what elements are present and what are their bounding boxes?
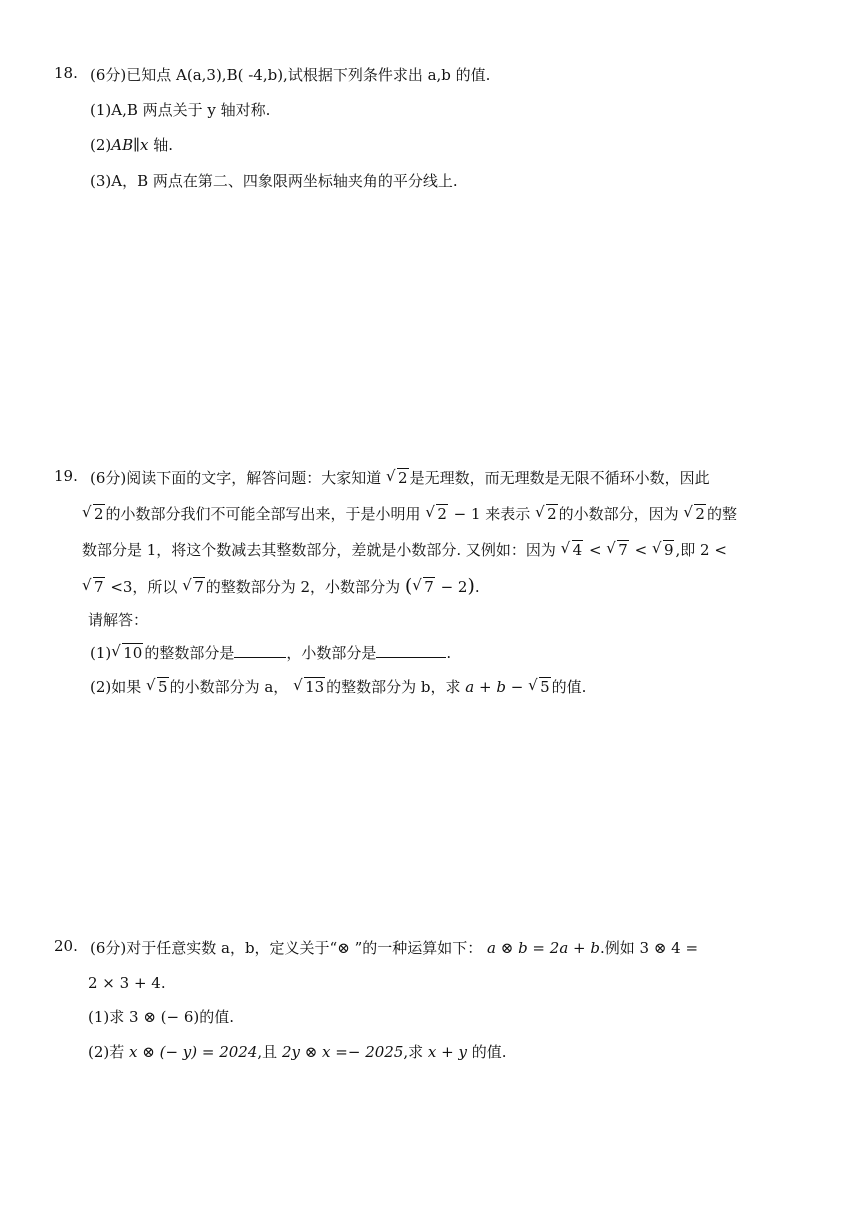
question-number: 18. [54, 64, 78, 82]
question-number: 20. [54, 937, 78, 955]
question-stem: (6分)已知点 A(a,3),B( -4,b),试根据下列条件求出 a,b 的值. [90, 66, 491, 84]
sqrt-symbol: √ 2 [82, 503, 105, 525]
sqrt-symbol: √ 13 [293, 676, 325, 698]
sub-question-2: (2)若 x ⊗ (− y) = 2024,且 2y ⊗ x =− 2025,求 x + y 的值. [88, 1043, 507, 1061]
sqrt-symbol: √ 4 [561, 539, 584, 561]
answer-blank[interactable] [234, 643, 286, 658]
sqrt-symbol: √ 10 [111, 642, 143, 664]
sub-question-1: (1)求 3 ⊗ (− 6)的值. [88, 1008, 235, 1026]
passage-line-4: √ 7 <3，所以 √ 7 的整数部分为 2，小数部分为 (√ 7 − 2). [82, 575, 480, 598]
sqrt-symbol: √ 2 [386, 467, 409, 489]
question-stem-line-1: (6分)对于任意实数 a，b，定义关于“⊗ ”的一种运算如下： a ⊗ b = 2a + b.例如 3 ⊗ 4 = [90, 939, 699, 957]
question-number: 19. [54, 467, 78, 485]
passage-line-2: √ 2 的小数部分我们不可能全部写出来，于是小明用 √ 2 − 1 来表示 √ 2 的小数部分，因为 √ 2 的整 [82, 503, 737, 525]
sqrt-symbol: √ 7 [412, 576, 435, 598]
sqrt-symbol: √ 7 [82, 576, 105, 598]
sub-question-1: (1)√ 10 的整数部分是 ，小数部分是 . [90, 642, 451, 664]
answer-blank[interactable] [376, 643, 446, 658]
prompt-label: 请解答： [88, 611, 149, 629]
sqrt-symbol: √ 5 [146, 676, 169, 698]
sqrt-symbol: √ 7 [606, 539, 629, 561]
sqrt-symbol: √ 9 [652, 539, 675, 561]
sub-question-2: (2)如果 √ 5 的小数部分为 a， √ 13 的整数部分为 b，求 a + b − √ 5 的值. [90, 676, 586, 698]
sub-question-1: (1)A,B 两点关于 y 轴对称. [90, 101, 271, 119]
sqrt-symbol: √ 5 [528, 676, 551, 698]
sqrt-symbol: √ 2 [535, 503, 558, 525]
sub-question-2: (2)AB∥x 轴. [90, 136, 174, 154]
sub-question-3: (3)A，B 两点在第二、四象限两坐标轴夹角的平分线上. [90, 172, 458, 190]
sqrt-symbol: √ 2 [425, 503, 448, 525]
question-stem-line-2: 2 × 3 + 4. [88, 974, 166, 992]
passage-line-1: (6分)阅读下面的文字，解答问题：大家知道 √ 2 是无理数，而无理数是无限不循环小数，因此 [90, 467, 710, 489]
passage-line-3: 数部分是 1，将这个数减去其整数部分，差就是小数部分. 又例如：因为 √ 4 < √ 7 < √ 9 ,即 2 < [82, 539, 727, 561]
sqrt-symbol: √ 2 [683, 503, 706, 525]
sqrt-symbol: √ 7 [182, 576, 205, 598]
